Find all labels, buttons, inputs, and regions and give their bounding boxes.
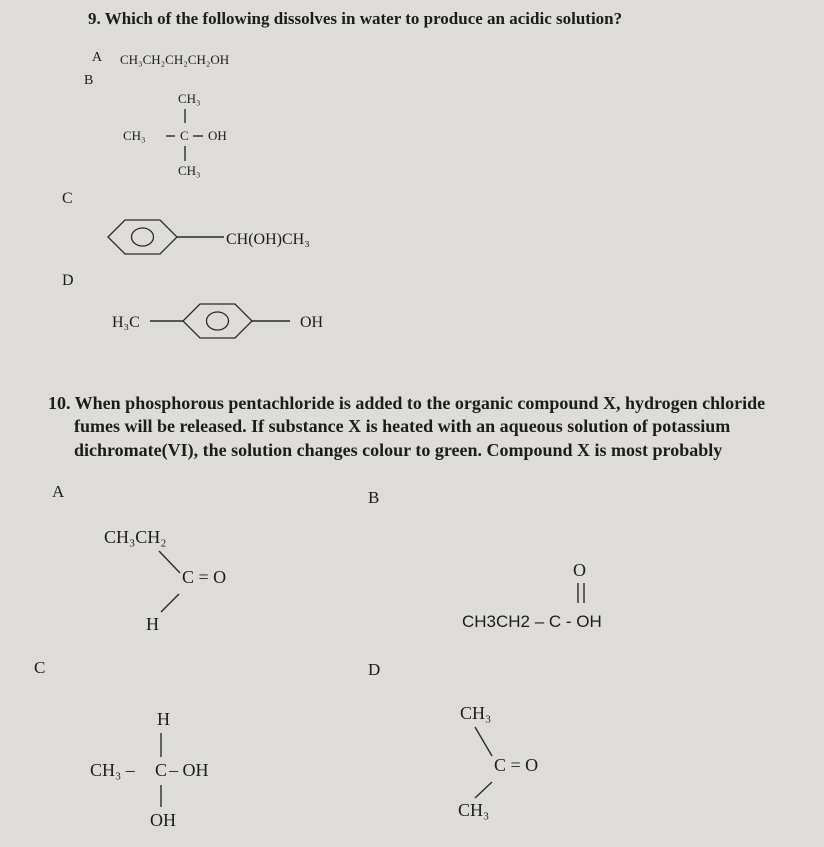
q9-option-b-bottom: CH₃ (178, 163, 201, 178)
q10-option-d-lower: CH₃ (458, 800, 490, 820)
q10-option-c-right: – OH (169, 760, 209, 780)
q9-option-b-center: C (180, 128, 189, 143)
q9-d-ring-circle (207, 312, 229, 330)
q9-option-a-formula: CH₃CH₂CH₂CH₂OH (120, 52, 230, 67)
q10-stem-line-3: dichromate(VI), the solution changes colour to green. Compound X is most probably (74, 440, 723, 460)
q9-c-ring-circle (132, 228, 154, 246)
q10-option-c-letter: C (34, 658, 46, 677)
q10-option-b-letter: B (368, 488, 380, 507)
q10-option-d-letter: D (368, 660, 381, 679)
q9-stem: 9. Which of the following dissolves in water to produce an acidic solution? (88, 9, 623, 28)
q10-stem-line-1: 10. When phosphorous pentachloride is added to the organic compound X, hydrogen chloride (48, 393, 766, 413)
q9-option-c-substituent: CH(OH)CH₃ (226, 231, 310, 248)
q10-stem-line-2: fumes will be released. If substance X is heated with an aqueous solution of potassium (74, 416, 731, 436)
q9-option-d-right-group: OH (300, 314, 324, 331)
q10-option-b-carbonyl-o: O (573, 560, 586, 580)
q9-option-c-letter: C (62, 190, 73, 207)
q10-option-b-formula: CH3CH2 – C - OH (462, 612, 602, 631)
q10-a-bond-upper (159, 551, 180, 573)
q10-a-bond-lower (161, 594, 179, 612)
q9-option-b-right: OH (208, 128, 227, 143)
q9-option-a-letter: A (92, 50, 103, 65)
q9-option-b-left: CH₃ (123, 128, 146, 143)
q10-option-d-center: C = O (494, 755, 539, 775)
q9-option-b-letter: B (84, 73, 94, 88)
q9-option-d-letter: D (62, 272, 74, 289)
q10-option-c-bottom: OH (150, 810, 176, 830)
q10-option-a-upper: CH₃CH₂ (104, 527, 167, 547)
q9-option-d-left-group: H₃C (112, 314, 140, 331)
q10-option-d-upper: CH₃ (460, 703, 492, 723)
q10-option-a-lower: H (146, 614, 159, 634)
q10-option-c-left: CH₃ – (90, 760, 135, 780)
q9-d-benzene-ring (183, 304, 252, 338)
q9-option-b-top: CH₃ (178, 91, 201, 106)
q10-option-a-center: C = O (182, 567, 227, 587)
q10-option-a-letter: A (52, 482, 65, 501)
q10-d-bond-upper (475, 727, 492, 756)
q10-option-c-center: C (155, 760, 168, 780)
q9-c-benzene-ring (108, 220, 177, 254)
q10-d-bond-lower (475, 782, 492, 798)
q10-option-c-top: H (157, 709, 170, 729)
